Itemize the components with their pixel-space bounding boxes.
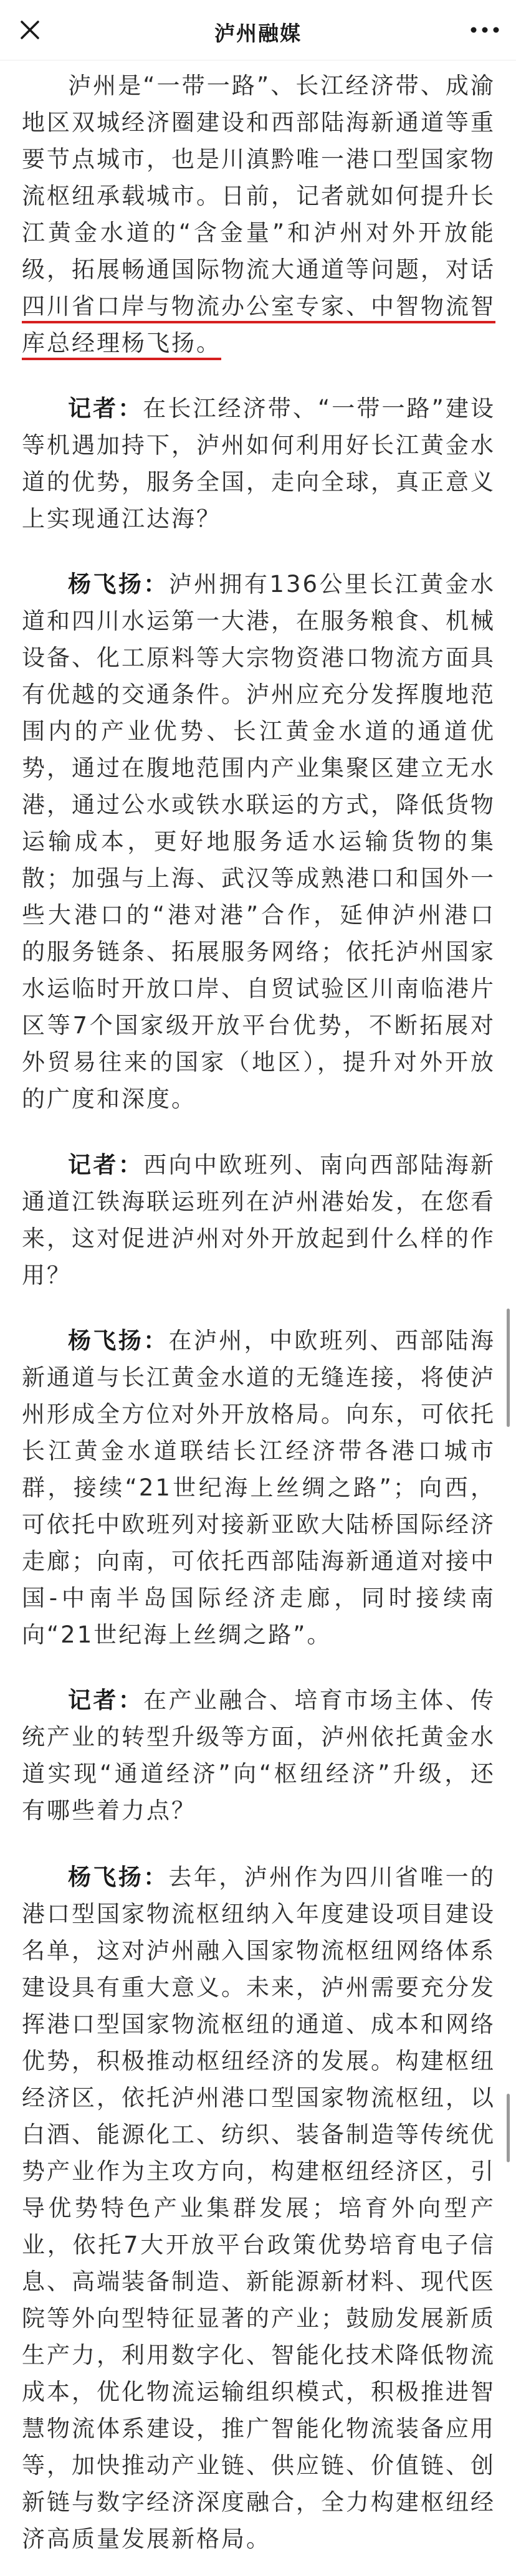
scrollbar-thumb[interactable]: [507, 2094, 510, 2162]
intro-text: 泸州是“一带一路”、长江经济带、成渝地区双城经济圈建设和西部陆海新通道等重要节点城市，也是川滇黔唯一港口型国家物流枢纽承载城市。日前，记者就如何提升长江黄金水道的“含金量”和泸州对外开放能级，拓展畅通国际物流大通道等问题，对话: [22, 72, 495, 283]
answer-paragraph-1: [22, 566, 495, 1117]
speaker-label: 记者：: [68, 1152, 144, 1178]
scrollbar-thumb[interactable]: [507, 1309, 510, 1427]
answer-text: 泸州拥有136公里长江黄金水道和四川水运第一大港，在服务粮食、机械设备、化工原料等大宗物资港口物流方面具有优越的交通条件。泸州应充分发挥腹地范围内的产业优势、长江黄金水道的通道优势，通过在腹地范围内产业集聚区建立无水港，通过公水或铁水联运的方式，降低货物运输成本，更好地服务适水运输货物的集散；加强与上海、武汉等成熟港口和国外一些大港口的“港对港”合作，延伸泸州港口的服务链条、拓展服务网络；依托泸州国家水运临时开放口岸、自贸试验区川南临港片区等7个国家级开放平台优势，不断拓展对外贸易往来的国家（地区），提升对外开放的广度和深度。: [22, 571, 495, 1112]
speaker-label: 记者：: [68, 395, 143, 422]
answer-paragraph-2: [22, 1322, 495, 1653]
answer-paragraph-3: [22, 1859, 495, 2557]
speaker-label: 杨飞扬：: [68, 1864, 169, 1891]
highlighted-guest-intro: 四川省口岸与物流办公室专家、中智物流智库总经理杨飞扬。: [22, 293, 495, 360]
page-title: 泸州融媒: [214, 21, 302, 45]
question-text: 在产业融合、培育市场主体、传统产业的转型升级等方面，泸州依托黄金水道实现“通道经济”向“枢纽经济”升级，还有哪些着力点？: [22, 1687, 495, 1824]
question-text: 在长江经济带、“一带一路”建设等机遇加持下，泸州如何利用好长江黄金水道的优势，服务全国，走向全球，真正意义上实现通江达海？: [22, 395, 495, 532]
more-dots-icon[interactable]: [467, 16, 502, 44]
question-paragraph-2: [22, 1147, 495, 1294]
article-body: [22, 67, 495, 2557]
intro-paragraph: [22, 67, 495, 361]
answer-text: 去年，泸州作为四川省唯一的港口型国家物流枢纽纳入年度建设项目建设名单，这对泸州融入国家物流枢纽网络体系建设具有重大意义。未来，泸州需要充分发挥港口型国家物流枢纽的通道、成本和网络优势，积极推动枢纽经济的发展。构建枢纽经济区，依托泸州港口型国家物流枢纽，以白酒、能源化工、纺织、装备制造等传统优势产业作为主攻方向，构建枢纽经济区，引导优势特色产业集群发展；培育外向型产业，依托7大开放平台政策优势培育电子信息、高端装备制造、新能源新材料、现代医院等外向型特征显著的产业；鼓励发展新质生产力，利用数字化、智能化技术降低物流成本，优化物流运输组织模式，积极推进智慧物流体系建设，推广智能化物流装备应用等，加快推动产业链、供应链、价值链、创新链与数字经济深度融合，全力构建枢纽经济高质量发展新格局。: [22, 1864, 495, 2552]
question-paragraph-3: [22, 1682, 495, 1829]
question-paragraph-1: [22, 390, 495, 537]
question-text: 西向中欧班列、南向西部陆海新通道江铁海联运班列在泸州港始发，在您看来，这对促进泸州对外开放起到什么样的作用？: [22, 1152, 495, 1289]
answer-text: 在泸州，中欧班列、西部陆海新通道与长江黄金水道的无缝连接，将使泸州形成全方位对外开放格局。向东，可依托长江黄金水道联结长江经济带各港口城市群，接续“21世纪海上丝绸之路”；向西，可依托中欧班列对接新亚欧大陆桥国际经济走廊；向南，可依托西部陆海新通道对接中国-中南半岛国际经济走廊，同时接续南向“21世纪海上丝绸之路”。: [22, 1327, 495, 1648]
top-navbar: [0, 0, 516, 60]
speaker-label: 记者：: [68, 1687, 144, 1714]
speaker-label: 杨飞扬：: [68, 1327, 169, 1354]
speaker-label: 杨飞扬：: [68, 571, 169, 598]
